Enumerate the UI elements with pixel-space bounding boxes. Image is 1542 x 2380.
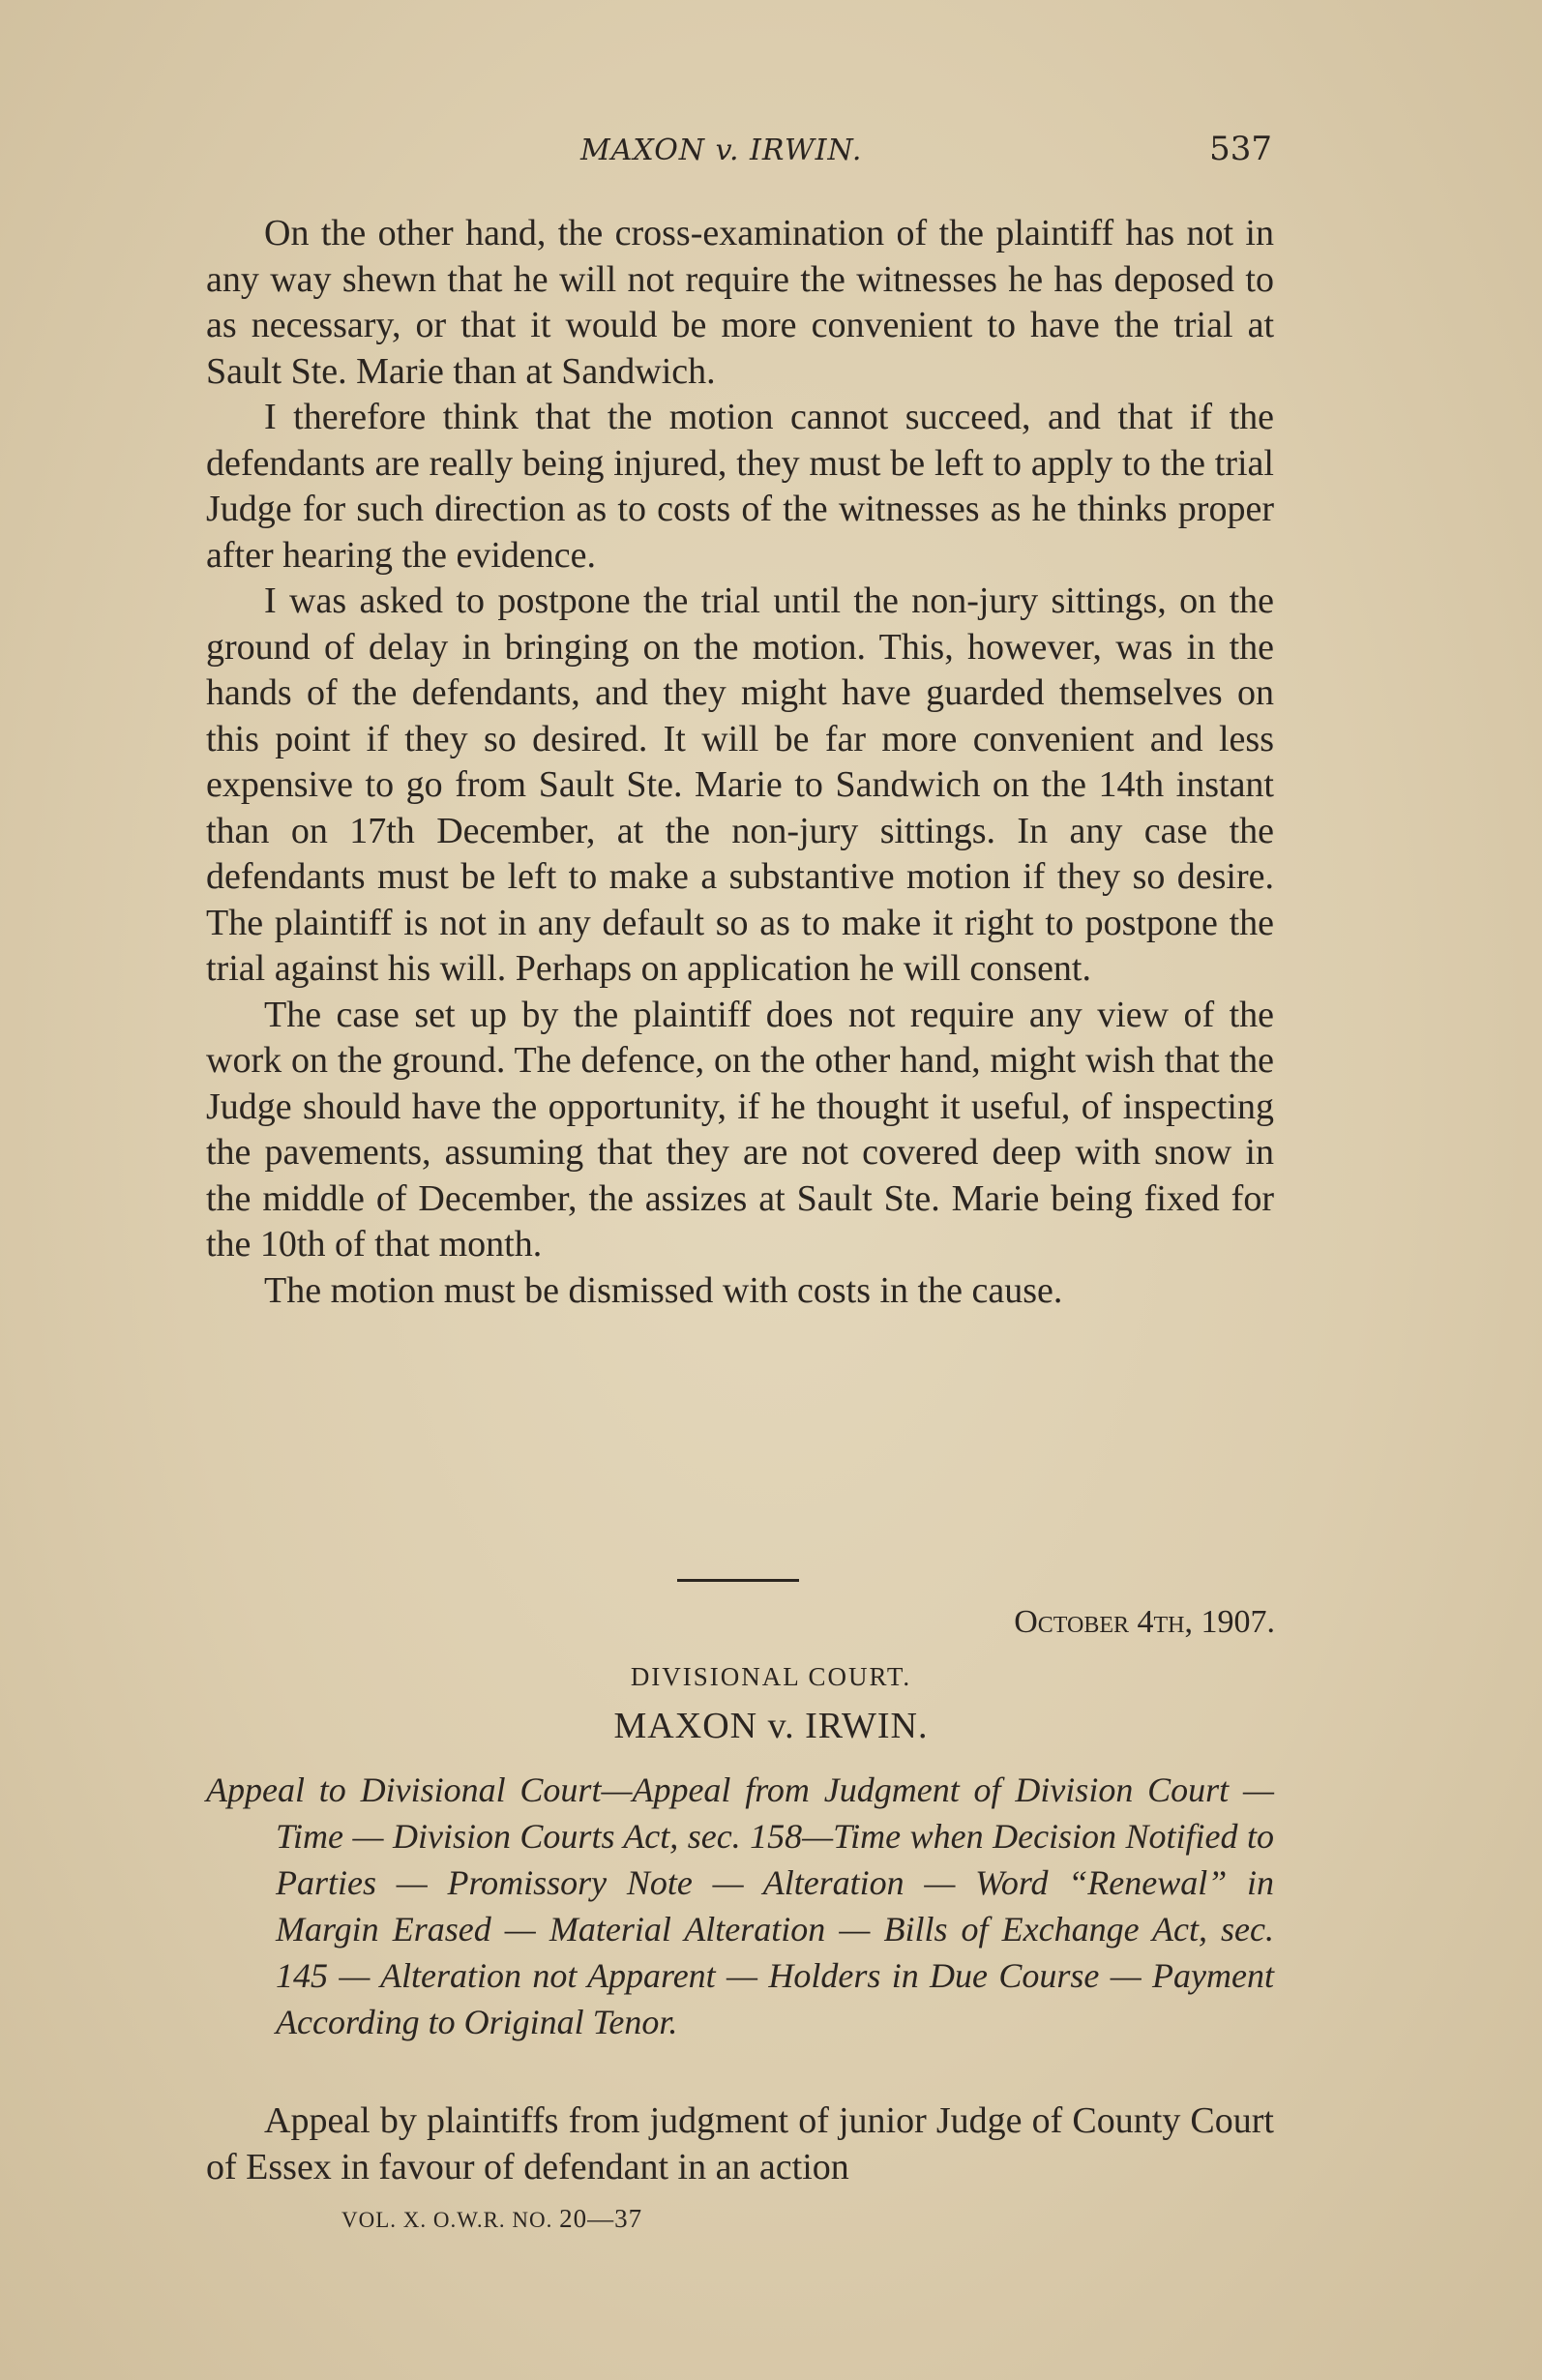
paragraph: On the other hand, the cross-examination of the plaintiff has not in any way shewn that he will not require the witnesses he has deposed to as necessary, or that it would be more convenient to have the trial at Sault Ste. Marie than at Sandwich. (206, 213, 1274, 392)
page-header (208, 126, 1272, 184)
paragraph: Appeal by plaintiffs from judgment of junior Judge of County Court of Essex in favour of defendant in an action (206, 2100, 1274, 2187)
paragraph: I was asked to postpone the trial until the non-jury sittings, on the ground of delay in bringing on the motion. This, however, was in the hands of the defendants, and they might have guarded themselves on this point if they so desired. It will be far more convenient and less expensive to go from Sault Ste. Marie to Sandwich on the 14th instant than on 17th December, at the non-jury sittings. In any case the defendants must be left to make a substantive motion if they so desire. The plaintiff is not in any default so as to make it right to postpone the trial against his will. Perhaps on application he will consent. (206, 580, 1274, 989)
signature-mark: 20—37 (559, 2204, 643, 2233)
body-text (206, 211, 1274, 1314)
case-title: MAXON v. IRWIN. (613, 1706, 929, 1746)
running-title: MAXON v. IRWIN. (580, 134, 863, 167)
page-number: 537 (1209, 130, 1272, 168)
paragraph: I therefore think that the motion cannot succeed, and that if the defendants are really being injured, they must be left to apply to the trial Judge for such direction as to costs of the witnesses as he thinks proper after hearing the evidence. (206, 397, 1274, 576)
headnote: Appeal to Divisional Court—Appeal from Judgment of Division Court — Time — Division Courts Act, sec. 158—Time when Decision Notified to Parties — Promissory Note — Alteration — Word “Renewal” in Margin Erased — Material Alteration — Bills of Exchange Act, sec. 145 — Alteration not Apparent — Holders in Due Course — Payment According to Original Tenor. (206, 1770, 1274, 2041)
page-footer (341, 2204, 642, 2234)
court-name: DIVISIONAL COURT. (630, 1662, 912, 1691)
paragraph: The motion must be dismissed with costs in the cause. (264, 1269, 1063, 1311)
decision-date: October 4th, 1907. (1014, 1604, 1275, 1640)
section-divider (677, 1579, 799, 1582)
volume-reference: VOL. X. O.W.R. NO. (341, 2208, 553, 2232)
opening-text (206, 2097, 1274, 2190)
paragraph: The case set up by the plaintiff does not require any view of the work on the ground. The defence, on the other hand, might wish that the Judge should have the opportunity, if he thought it useful, of inspecting the pavements, assuming that they are not covered deep with snow in the middle of December, the assizes at Sault Ste. Marie being fixed for the 10th of that month. (206, 994, 1274, 1264)
